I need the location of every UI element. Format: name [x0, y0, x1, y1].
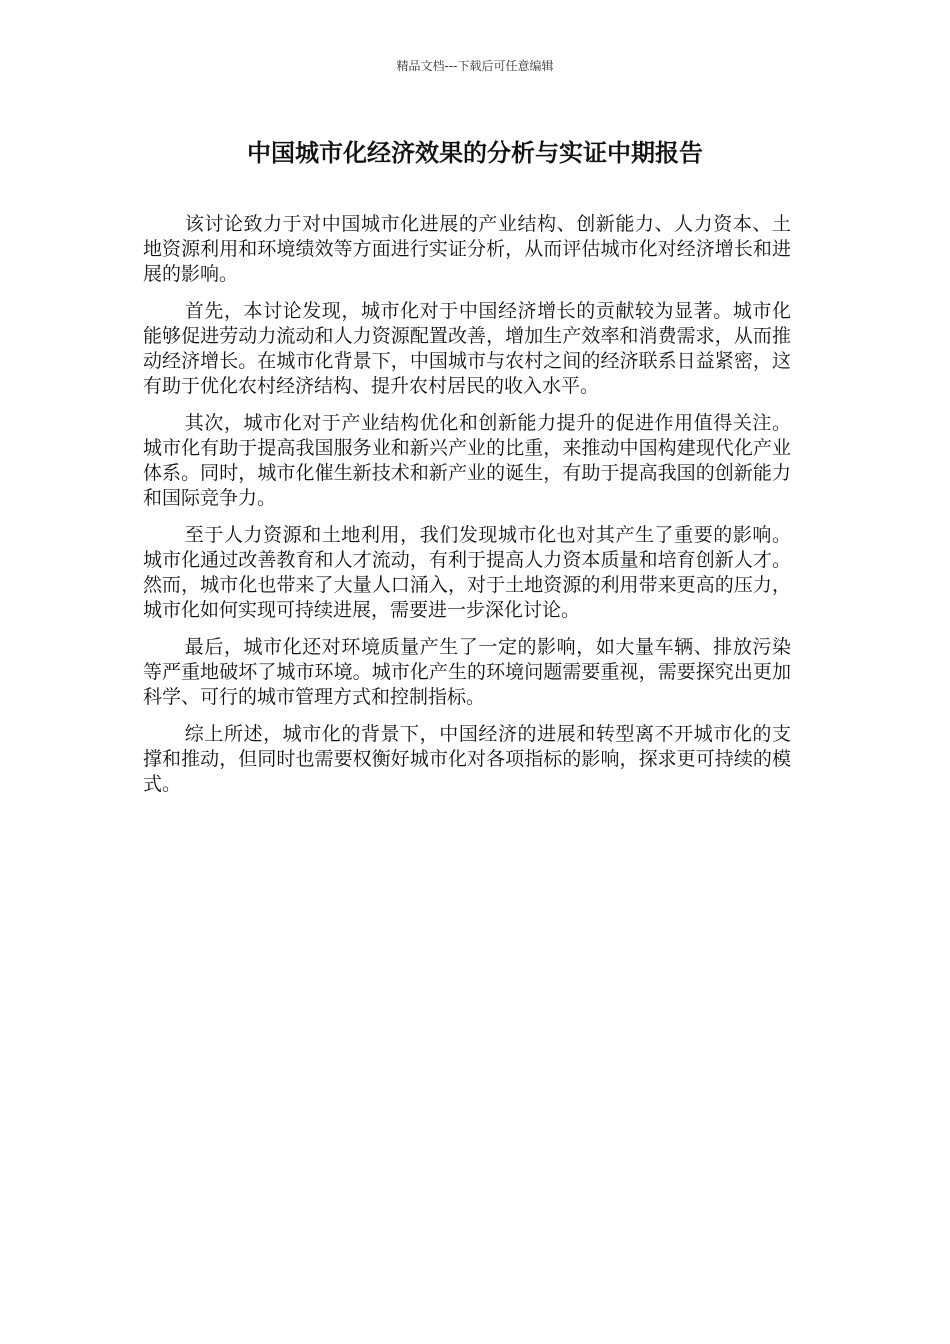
document-body — [143, 212, 791, 809]
paragraph-intro: 该讨论致力于对中国城市化进展的产业结构、创新能力、人力资本、土地资源利用和环境绩效等方面进行实证分析，从而评估城市化对经济增长和进展的影响。 — [143, 213, 791, 285]
paragraph-conclusion: 综上所述，城市化的背景下，中国经济的进展和转型离不开城市化的支撑和推动，但同时也需要权衡好城市化对各项指标的影响，探求更可持续的模式。 — [143, 723, 791, 795]
header-note: 精品文档---下载后可任意编辑 — [396, 59, 554, 73]
paragraph-human-land: 至于人力资源和土地利用，我们发现城市化也对其产生了重要的影响。城市化通过改善教育和人才流动，有利于提高人力资本质量和培育创新人才。然而，城市化也带来了大量人口涌入，对于土地资源的利用带来更高的压力，城市化如何实现可持续进展，需要进一步深化讨论。 — [143, 524, 791, 621]
document-title: 中国城市化经济效果的分析与实证中期报告 — [247, 139, 703, 167]
paragraph-industry-innovation: 其次，城市化对于产业结构优化和创新能力提升的促进作用值得关注。城市化有助于提高我国服务业和新兴产业的比重，来推动中国构建现代化产业体系。同时，城市化催生新技术和新产业的诞生，有助于提高我国的创新能力和国际竞争力。 — [143, 412, 791, 509]
paragraph-environment: 最后，城市化还对环境质量产生了一定的影响，如大量车辆、排放污染等严重地破坏了城市环境。城市化产生的环境问题需要重视，需要探究出更加科学、可行的城市管理方式和控制指标。 — [143, 636, 791, 708]
paragraph-economic-growth: 首先，本讨论发现，城市化对于中国经济增长的贡献较为显著。城市化能够促进劳动力流动和人力资源配置改善，增加生产效率和消费需求，从而推动经济增长。在城市化背景下，中国城市与农村之间的经济联系日益紧密，这有助于优化农村经济结构、提升农村居民的收入水平。 — [143, 300, 791, 397]
